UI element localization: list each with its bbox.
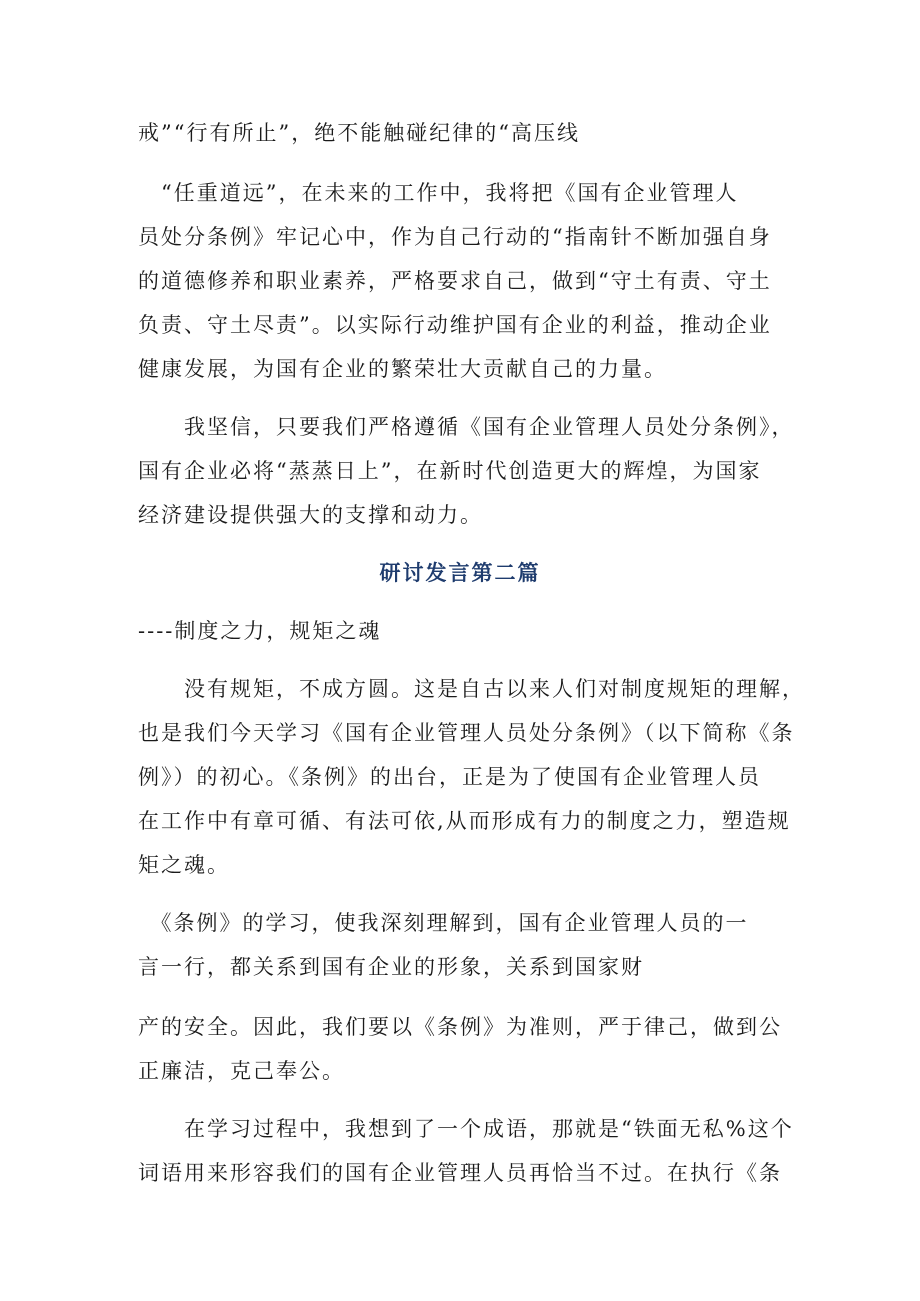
- paragraph-line: 健康发展，为国有企业的繁荣壮大贡献自己的力量。: [138, 357, 667, 381]
- paragraph-line: 词语用来形容我们的国有企业管理人员再恰当不过。在执行《条: [138, 1161, 782, 1185]
- paragraph-line: 例》）的初心。《条例》的出台，正是为了使国有企业管理人员: [138, 765, 761, 789]
- subtitle-line: ----制度之力，规矩之魂: [138, 619, 382, 643]
- paragraph-line: 产的安全。因此，我们要以《条例》为准则，严于律己，做到公: [138, 1015, 782, 1039]
- paragraph-line: 矩之魂。: [138, 853, 230, 877]
- paragraph-line: 国有企业必将“蒸蒸日上”，在新时代创造更大的辉煌，为国家: [138, 459, 762, 483]
- paragraph-line: 在工作中有章可循、有法可依,从而形成有力的制度之力，塑造规: [138, 809, 791, 833]
- paragraph-line: 我坚信，只要我们严格遵循《国有企业管理人员处分条例》，: [138, 415, 795, 439]
- paragraph-line: 在学习过程中，我想到了一个成语，那就是“铁面无私%这个: [138, 1117, 794, 1141]
- paragraph-line: 没有规矩，不成方圆。这是自古以来人们对制度规矩的理解，: [138, 677, 805, 701]
- paragraph-line: 言一行，都关系到国有企业的形象，关系到国家财: [138, 955, 644, 979]
- paragraph-line: 经济建设提供强大的支撑和动力。: [138, 503, 483, 527]
- paragraph-line: “任重道远”，在未来的工作中，我将把《国有企业管理人: [138, 181, 739, 205]
- paragraph-line: 员处分条例》牢记心中，作为自己行动的“指南针不断加强自身: [138, 225, 772, 249]
- paragraph-line: 正廉洁，克己奉公。: [138, 1059, 345, 1083]
- paragraph-line: 戒”“行有所止”，绝不能触碰纪律的“高压线: [138, 121, 580, 145]
- paragraph-line: 负责、守土尽责”。以实际行动维护国有企业的利益，推动企业: [138, 313, 772, 337]
- paragraph-line: 《条例》的学习，使我深刻理解到，国有企业管理人员的一: [138, 911, 749, 935]
- paragraph-line: 的道德修养和职业素养，严格要求自己，做到“守土有责、守土: [138, 269, 772, 293]
- section-title: 研讨发言第二篇: [379, 560, 541, 585]
- paragraph-line: 也是我们今天学习《国有企业管理人员处分条例》（以下简称《条: [138, 721, 795, 745]
